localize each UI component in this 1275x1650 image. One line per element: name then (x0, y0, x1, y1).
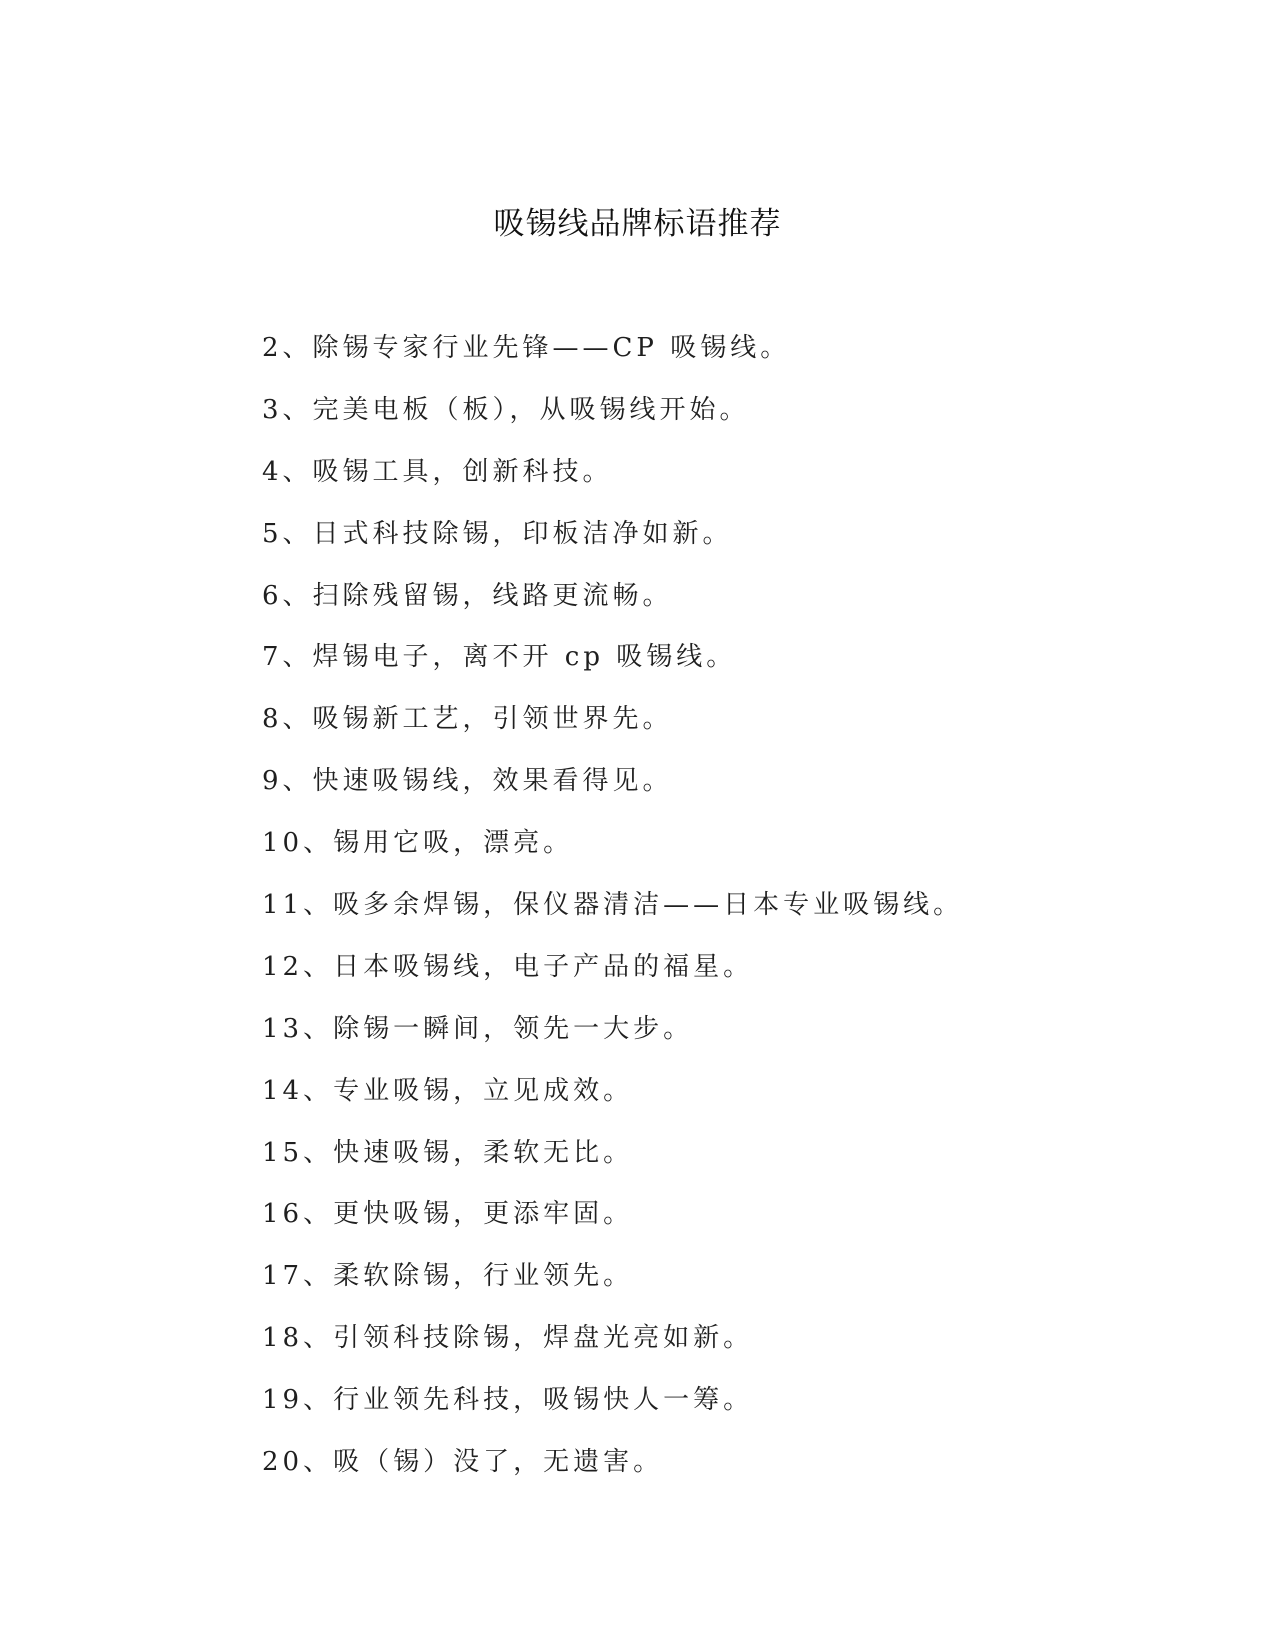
slogan-item: 14、专业吸锡，立见成效。 (262, 1075, 634, 1106)
slogan-item: 7、焊锡电子，离不开 cp 吸锡线。 (262, 642, 737, 673)
slogan-item: 12、日本吸锡线，电子产品的福星。 (262, 951, 754, 982)
slogan-item: 9、快速吸锡线，效果看得见。 (262, 766, 673, 797)
slogan-item: 5、日式科技除锡，印板洁净如新。 (262, 518, 733, 549)
slogan-item: 15、快速吸锡，柔软无比。 (262, 1137, 634, 1168)
slogan-item: 18、引领科技除锡，焊盘光亮如新。 (262, 1323, 754, 1354)
document-title: 吸锡线品牌标语推荐 (493, 206, 782, 242)
slogan-item: 20、吸（锡）没了，无遗害。 (262, 1447, 664, 1478)
slogan-item: 8、吸锡新工艺，引领世界先。 (262, 704, 673, 735)
slogan-item: 6、扫除残留锡，线路更流畅。 (262, 580, 673, 611)
slogan-item: 11、吸多余焊锡，保仪器清洁——日本专业吸锡线。 (262, 890, 964, 921)
slogan-item: 13、除锡一瞬间，领先一大步。 (262, 1013, 694, 1044)
slogan-item: 4、吸锡工具，创新科技。 (262, 456, 613, 487)
slogan-item: 19、行业领先科技，吸锡快人一筹。 (262, 1385, 754, 1416)
slogan-item: 10、锡用它吸，漂亮。 (262, 828, 574, 859)
slogan-list (262, 326, 1222, 1502)
slogan-item: 17、柔软除锡，行业领先。 (262, 1261, 634, 1292)
slogan-item: 3、完美电板（板），从吸锡线开始。 (262, 394, 750, 425)
slogan-item: 2、除锡专家行业先锋——CP 吸锡线。 (262, 333, 791, 363)
slogan-item: 16、更快吸锡，更添牢固。 (262, 1199, 634, 1230)
